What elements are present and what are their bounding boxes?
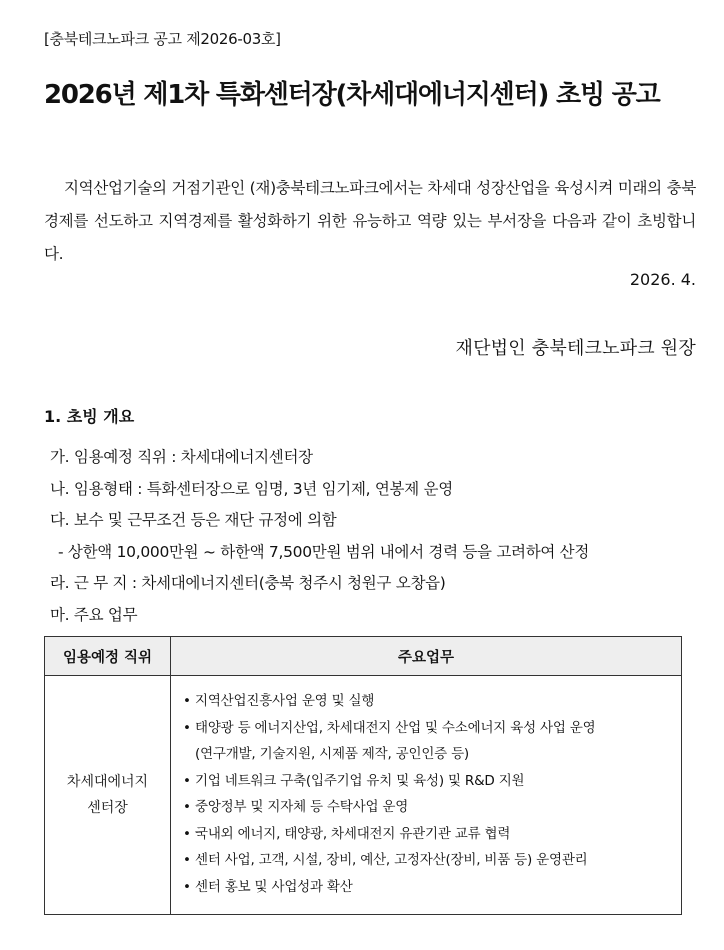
position-name-line2: 센터장 xyxy=(87,800,128,816)
duty-text: 기업 네트워크 구축(입주기업 유치 및 육성) 및 R&D 지원 xyxy=(195,772,525,789)
section-title-overview: 1. 초빙 개요 xyxy=(44,407,135,426)
position-name-line1: 차세대에너지 xyxy=(66,774,149,790)
list-item xyxy=(181,874,671,901)
intro-paragraph: 지역산업기술의 거점기관인 (재)충북테크노파크에서는 차세대 성장산업을 육성시켜 미래의 충북경제를 선도하고 지역경제를 활성화하기 위한 유능하고 역량 있는 부서장을 다음과 같이 초빙합니다. xyxy=(44,179,696,263)
duty-text: 태양광 등 에너지산업, 차세대전지 산업 및 수소에너지 육성 사업 운영 xyxy=(195,719,596,736)
duty-list xyxy=(181,688,671,900)
table-cell-duties xyxy=(171,676,682,915)
overview-item-employment-type: 나. 임용형태 : 특화센터장으로 임명, 3년 임기제, 연봉제 운영 xyxy=(50,479,453,498)
overview-item-compensation: 다. 보수 및 근무조건 등은 재단 규정에 의함 xyxy=(50,511,337,529)
list-item xyxy=(181,821,671,848)
overview-item-main-duties: 마. 주요 업무 xyxy=(50,605,138,624)
duty-text: 지역산업진흥사업 운영 및 실행 xyxy=(195,693,375,709)
bullet-icon: • xyxy=(183,693,191,709)
duty-text: 중앙정부 및 지자체 등 수탁사업 운영 xyxy=(195,799,409,815)
overview-item-position: 가. 임용예정 직위 : 차세대에너지센터장 xyxy=(50,448,313,466)
list-item xyxy=(181,688,671,715)
list-item xyxy=(181,715,671,768)
issuer-name: 재단법인 충북테크노파크 원장 xyxy=(455,338,696,359)
list-item xyxy=(181,768,671,795)
duty-text: 센터 사업, 고객, 시설, 장비, 예산, 고정자산(장비, 비품 등) 운영관리 xyxy=(195,852,588,868)
duty-text: 센터 홍보 및 사업성과 확산 xyxy=(195,878,353,895)
notice-number: [충북테크노파크 공고 제2026-03호] xyxy=(44,30,281,48)
notice-date: 2026. 4. xyxy=(629,270,696,289)
duties-table xyxy=(44,636,682,915)
duty-text-continuation: (연구개발, 기술지원, 시제품 제작, 공인인증 등) xyxy=(195,746,470,762)
list-item xyxy=(181,847,671,874)
page-title: 2026년 제1차 특화센터장(차세대에너지센터) 초빙 공고 xyxy=(44,80,660,110)
bullet-icon: • xyxy=(183,852,191,868)
table-header-row xyxy=(45,637,682,676)
table-cell-position xyxy=(45,676,171,915)
duty-text: 국내외 에너지, 태양광, 차세대전지 유관기관 교류 협력 xyxy=(195,825,511,842)
bullet-icon: • xyxy=(183,878,191,895)
overview-item-workplace: 라. 근 무 지 : 차세대에너지센터(충북 청주시 청원구 오창읍) xyxy=(50,574,446,592)
bullet-icon: • xyxy=(183,799,191,815)
table-header-position: 임용예정 직위 xyxy=(45,637,171,676)
list-item xyxy=(181,794,671,821)
bullet-icon: • xyxy=(183,825,191,842)
table-row xyxy=(45,676,682,915)
overview-items xyxy=(50,442,696,631)
bullet-icon: • xyxy=(183,719,191,736)
table-header-duties: 주요업무 xyxy=(171,637,682,676)
bullet-icon: • xyxy=(183,772,191,789)
overview-item-salary-range: - 상한액 10,000만원 ~ 하한액 7,500만원 범위 내에서 경력 등을 고려하여 산정 xyxy=(58,542,590,561)
